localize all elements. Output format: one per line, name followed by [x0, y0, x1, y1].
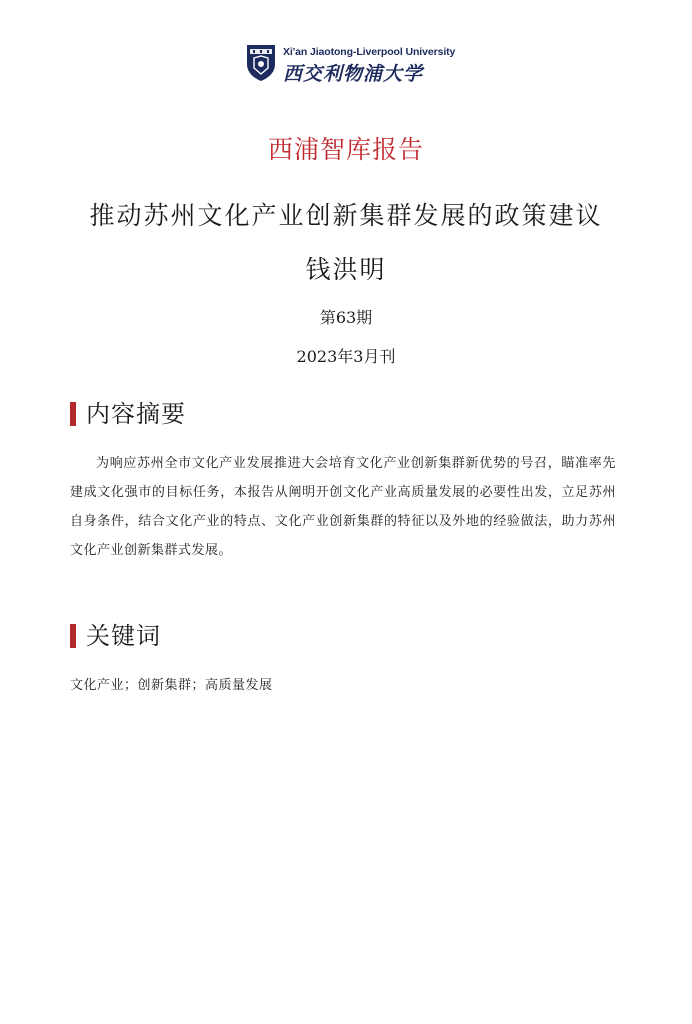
university-logo — [246, 44, 456, 85]
abstract-heading-text: 内容摘要 — [86, 400, 186, 428]
abstract-heading — [70, 400, 186, 428]
keywords-list: 文化产业；创新集群；高质量发展 — [70, 678, 273, 693]
logo-english-name: Xi'an Jiaotong-Liverpool University — [283, 46, 456, 58]
report-author: 钱洪明 — [305, 255, 387, 284]
keywords-heading — [70, 622, 161, 650]
abstract-body: 为响应苏州全市文化产业发展推进大会培育文化产业创新集群新优势的号召，瞄准率先建成文化强市的目标任务，本报告从阐明开创文化产业高质量发展的必要性出发，立足苏州自身条件，结合文化产业的特点、文化产业创新集群的特征以及外地的经验做法，助力苏州文化产业创新集群式发展。 — [70, 456, 616, 558]
university-shield-icon — [246, 44, 276, 82]
publication-date: 2023年3月刊 — [296, 347, 396, 366]
logo-chinese-name: 西交利物浦大学 — [283, 63, 424, 85]
report-title: 推动苏州文化产业创新集群发展的政策建议 — [89, 201, 603, 230]
issue-number: 第63期 — [319, 308, 373, 327]
section-marker-bar — [70, 624, 76, 648]
report-series-title: 西浦智库报告 — [267, 135, 424, 164]
section-marker-bar — [70, 402, 76, 426]
keywords-heading-text: 关键词 — [86, 622, 161, 650]
